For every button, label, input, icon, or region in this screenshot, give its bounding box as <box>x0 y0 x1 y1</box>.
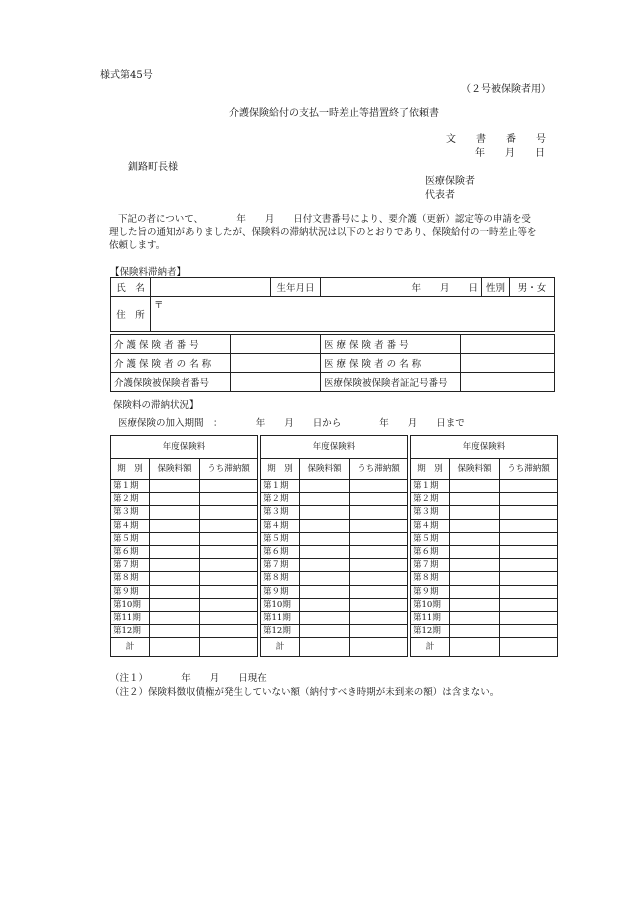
period-row <box>411 480 558 493</box>
period-row <box>111 625 258 638</box>
col-period: 期 別 <box>261 459 300 480</box>
insurance-row <box>111 354 555 373</box>
period-label: 第７期 <box>111 559 150 572</box>
total-amount-field[interactable] <box>450 638 500 657</box>
period-label: 第12期 <box>411 625 450 638</box>
unpaid-field[interactable] <box>350 545 408 558</box>
period-row <box>111 598 258 611</box>
unpaid-field[interactable] <box>200 519 258 532</box>
total-label: 計 <box>411 638 450 657</box>
amount-field[interactable] <box>150 625 200 638</box>
sex-label: 性別 <box>482 278 510 297</box>
period-row <box>261 532 408 545</box>
unpaid-field[interactable] <box>350 519 408 532</box>
note-1: （注１） 年 月 日現在 <box>110 673 267 684</box>
unpaid-field[interactable] <box>350 598 408 611</box>
total-unpaid-field[interactable] <box>500 638 558 657</box>
period-label: 第２期 <box>261 493 300 506</box>
unpaid-field[interactable] <box>500 598 558 611</box>
amount-field[interactable] <box>450 611 500 624</box>
period-label: 第５期 <box>261 532 300 545</box>
period-row <box>111 572 258 585</box>
insurance-period-line: 医療保険の加入期間 ： 年 月 日から 年 月 日まで <box>118 418 465 429</box>
total-amount-field[interactable] <box>300 638 350 657</box>
unpaid-field[interactable] <box>350 506 408 519</box>
unpaid-field[interactable] <box>200 585 258 598</box>
amount-field[interactable] <box>450 532 500 545</box>
amount-field[interactable] <box>300 585 350 598</box>
amount-field[interactable] <box>150 611 200 624</box>
insurance-row-right-label: 医 療 保 険 者 番 号 <box>321 335 461 354</box>
unpaid-field[interactable] <box>500 480 558 493</box>
period-label: 第４期 <box>411 519 450 532</box>
document-date: 年 月 日 <box>475 148 545 159</box>
period-row <box>261 611 408 624</box>
col-unpaid: うち滞納額 <box>350 459 408 480</box>
amount-field[interactable] <box>300 572 350 585</box>
period-label: 第10期 <box>261 598 300 611</box>
period-label: 第６期 <box>111 545 150 558</box>
unpaid-field[interactable] <box>500 493 558 506</box>
amount-field[interactable] <box>450 519 500 532</box>
period-label: 第10期 <box>111 598 150 611</box>
unpaid-field[interactable] <box>200 506 258 519</box>
amount-field[interactable] <box>450 506 500 519</box>
year-header: 年度保険料 <box>111 436 258 459</box>
amount-field[interactable] <box>300 598 350 611</box>
postal-mark: 〒 <box>154 300 164 311</box>
period-row <box>111 519 258 532</box>
insurance-row-right-label: 医 療 保 険 者 の 名 称 <box>321 354 461 373</box>
period-row <box>261 559 408 572</box>
unpaid-field[interactable] <box>500 532 558 545</box>
period-row <box>411 519 558 532</box>
amount-field[interactable] <box>300 506 350 519</box>
period-label: 第４期 <box>111 519 150 532</box>
address-label: 住 所 <box>111 297 151 332</box>
amount-field[interactable] <box>450 598 500 611</box>
period-row <box>411 598 558 611</box>
period-label: 第３期 <box>261 506 300 519</box>
insurance-row <box>111 335 555 354</box>
col-unpaid: うち滞納額 <box>500 459 558 480</box>
year-header: 年度保険料 <box>261 436 408 459</box>
period-label: 第５期 <box>411 532 450 545</box>
unpaid-field[interactable] <box>500 545 558 558</box>
period-row <box>411 559 558 572</box>
period-row <box>261 545 408 558</box>
insurance-row-left-field[interactable] <box>231 354 321 373</box>
period-row <box>411 625 558 638</box>
amount-field[interactable] <box>150 559 200 572</box>
period-row <box>111 585 258 598</box>
period-label: 第11期 <box>261 611 300 624</box>
unpaid-field[interactable] <box>200 625 258 638</box>
person-section-title: 【保険料滞納者】 <box>110 267 187 278</box>
unpaid-field[interactable] <box>500 625 558 638</box>
body-line-2: 理した旨の通知がありましたが、保険料の滞納状況は以下のとおりであり、保険給付の一時差止等を <box>109 227 537 238</box>
period-label: 第10期 <box>411 598 450 611</box>
dob-field[interactable]: 年 月 日 <box>321 278 482 297</box>
unpaid-field[interactable] <box>350 585 408 598</box>
name-field[interactable] <box>151 278 271 297</box>
insurance-row <box>111 373 555 392</box>
insurance-row-left-field[interactable] <box>231 373 321 392</box>
insurance-row-right-field[interactable] <box>461 354 555 373</box>
amount-field[interactable] <box>450 480 500 493</box>
period-label: 第11期 <box>111 611 150 624</box>
arrears-year-table <box>110 435 258 657</box>
amount-field[interactable] <box>300 480 350 493</box>
address-field[interactable] <box>151 297 555 332</box>
period-row <box>411 585 558 598</box>
period-row <box>111 506 258 519</box>
document-number-label: 文 書 番 号 <box>446 134 546 145</box>
total-label: 計 <box>111 638 150 657</box>
unpaid-field[interactable] <box>200 559 258 572</box>
amount-field[interactable] <box>450 585 500 598</box>
period-label: 第９期 <box>411 585 450 598</box>
period-label: 第９期 <box>261 585 300 598</box>
period-label: 第８期 <box>111 572 150 585</box>
amount-field[interactable] <box>450 559 500 572</box>
period-label: 第12期 <box>261 625 300 638</box>
form-title: 介護保険給付の支払一時差止等措置終了依頼書 <box>229 108 439 119</box>
amount-field[interactable] <box>300 611 350 624</box>
period-row <box>411 611 558 624</box>
unpaid-field[interactable] <box>350 493 408 506</box>
period-label: 第１期 <box>261 480 300 493</box>
amount-field[interactable] <box>450 493 500 506</box>
insurance-row-right-field[interactable] <box>461 335 555 354</box>
insurance-row-right-label: 医療保険被保険者証記号番号 <box>321 373 461 392</box>
period-label: 第４期 <box>261 519 300 532</box>
unpaid-field[interactable] <box>500 519 558 532</box>
amount-field[interactable] <box>150 519 200 532</box>
unpaid-field[interactable] <box>200 611 258 624</box>
amount-field[interactable] <box>300 532 350 545</box>
period-label: 第３期 <box>411 506 450 519</box>
period-row <box>411 545 558 558</box>
amount-field[interactable] <box>150 493 200 506</box>
unpaid-field[interactable] <box>500 572 558 585</box>
unpaid-field[interactable] <box>500 559 558 572</box>
person-table <box>110 277 555 332</box>
unpaid-field[interactable] <box>500 611 558 624</box>
unpaid-field[interactable] <box>200 532 258 545</box>
period-row <box>261 506 408 519</box>
unpaid-field[interactable] <box>500 506 558 519</box>
period-label: 第７期 <box>261 559 300 572</box>
note-2: （注２）保険料徴収債権が発生していない額（納付すべき時期が未到来の額）は含まない。 <box>110 687 500 698</box>
amount-field[interactable] <box>150 532 200 545</box>
period-label: 第１期 <box>111 480 150 493</box>
period-label: 第６期 <box>411 545 450 558</box>
body-line-3: 依頼します。 <box>109 240 166 251</box>
period-label: 第３期 <box>111 506 150 519</box>
total-label: 計 <box>261 638 300 657</box>
unpaid-field[interactable] <box>200 598 258 611</box>
unpaid-field[interactable] <box>200 572 258 585</box>
period-label: 第７期 <box>411 559 450 572</box>
period-label: 第５期 <box>111 532 150 545</box>
unpaid-field[interactable] <box>350 572 408 585</box>
period-row <box>411 493 558 506</box>
amount-field[interactable] <box>300 493 350 506</box>
col-amount: 保険料額 <box>150 459 200 480</box>
period-row <box>261 598 408 611</box>
period-row <box>111 480 258 493</box>
period-row <box>111 611 258 624</box>
insurance-table <box>110 334 555 392</box>
form-type: （２号被保険者用） <box>461 84 551 95</box>
body-line-1: 下記の者について、 年 月 日付文書番号により、要介護（更新）認定等の申請を受 <box>118 214 531 225</box>
name-label: 氏 名 <box>111 278 151 297</box>
addressee: 釧路町長様 <box>128 162 178 173</box>
insurance-row-right-field[interactable] <box>461 373 555 392</box>
period-row <box>111 532 258 545</box>
arrears-year-table <box>410 435 558 657</box>
total-unpaid-field[interactable] <box>200 638 258 657</box>
period-row <box>411 506 558 519</box>
period-row <box>261 519 408 532</box>
representative-label: 代表者 <box>425 190 455 201</box>
amount-field[interactable] <box>450 625 500 638</box>
period-label: 第９期 <box>111 585 150 598</box>
period-row <box>261 480 408 493</box>
unpaid-field[interactable] <box>350 611 408 624</box>
amount-field[interactable] <box>450 572 500 585</box>
year-header: 年度保険料 <box>411 436 558 459</box>
period-label: 第６期 <box>261 545 300 558</box>
unpaid-field[interactable] <box>350 625 408 638</box>
period-label: 第２期 <box>411 493 450 506</box>
amount-field[interactable] <box>150 585 200 598</box>
period-row <box>111 545 258 558</box>
total-unpaid-field[interactable] <box>350 638 408 657</box>
period-row <box>411 572 558 585</box>
period-row <box>261 625 408 638</box>
col-amount: 保険料額 <box>300 459 350 480</box>
insurance-row-left-label: 介 護 保 険 者 番 号 <box>111 335 231 354</box>
insurance-row-left-label: 介護保険被保険者番号 <box>111 373 231 392</box>
insurance-row-left-label: 介 護 保 険 者 の 名 称 <box>111 354 231 373</box>
unpaid-field[interactable] <box>350 480 408 493</box>
period-label: 第２期 <box>111 493 150 506</box>
col-unpaid: うち滞納額 <box>200 459 258 480</box>
period-label: 第11期 <box>411 611 450 624</box>
amount-field[interactable] <box>450 545 500 558</box>
unpaid-field[interactable] <box>200 493 258 506</box>
amount-field[interactable] <box>300 559 350 572</box>
period-row <box>261 493 408 506</box>
period-row <box>111 493 258 506</box>
unpaid-field[interactable] <box>200 480 258 493</box>
col-period: 期 別 <box>111 459 150 480</box>
amount-field[interactable] <box>150 480 200 493</box>
amount-field[interactable] <box>150 545 200 558</box>
amount-field[interactable] <box>300 545 350 558</box>
period-label: 第１期 <box>411 480 450 493</box>
unpaid-field[interactable] <box>500 585 558 598</box>
unpaid-field[interactable] <box>350 532 408 545</box>
col-period: 期 別 <box>411 459 450 480</box>
amount-field[interactable] <box>300 519 350 532</box>
amount-field[interactable] <box>150 598 200 611</box>
unpaid-field[interactable] <box>200 545 258 558</box>
insurance-row-left-field[interactable] <box>231 335 321 354</box>
total-amount-field[interactable] <box>150 638 200 657</box>
dob-label: 生年月日 <box>271 278 321 297</box>
unpaid-field[interactable] <box>350 559 408 572</box>
insurer-label: 医療保険者 <box>425 176 475 187</box>
form-number: 様式第45号 <box>100 70 153 81</box>
period-label: 第８期 <box>261 572 300 585</box>
amount-field[interactable] <box>150 572 200 585</box>
arrears-year-table <box>260 435 408 657</box>
period-row <box>111 559 258 572</box>
period-row <box>411 532 558 545</box>
period-row <box>261 585 408 598</box>
period-label: 第12期 <box>111 625 150 638</box>
amount-field[interactable] <box>150 506 200 519</box>
col-amount: 保険料額 <box>450 459 500 480</box>
period-row <box>261 572 408 585</box>
sex-field[interactable]: 男・女 <box>510 278 555 297</box>
amount-field[interactable] <box>300 625 350 638</box>
arrears-section-title: 保険料の滞納状況】 <box>113 400 199 411</box>
period-label: 第８期 <box>411 572 450 585</box>
